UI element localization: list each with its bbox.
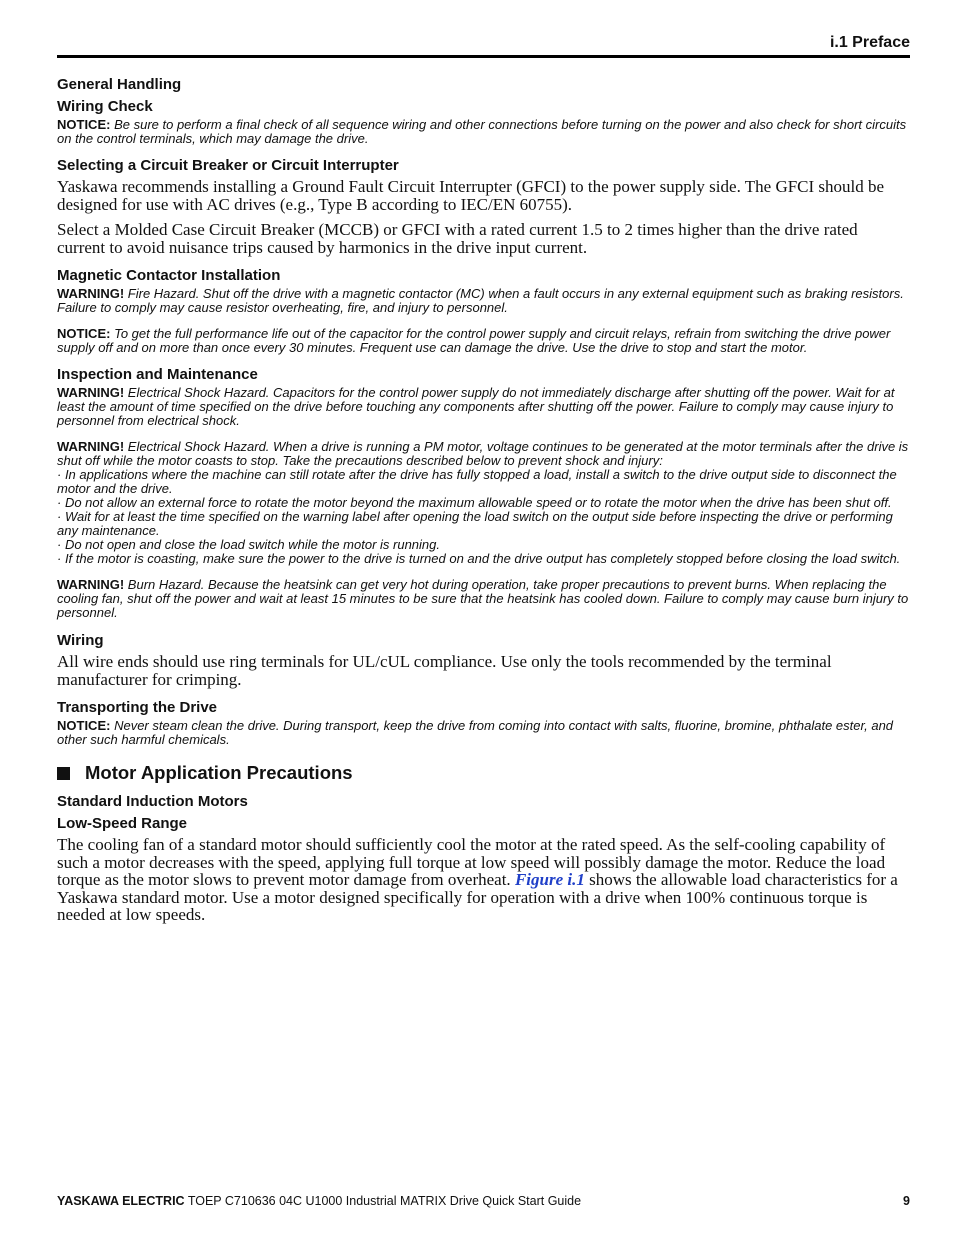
motor-application-title: Motor Application Precautions [85, 762, 353, 783]
warning-text: Burn Hazard. Because the heatsink can get very hot during operation, take proper precautions to prevent burns. When replacing the cooling fan, shut off the power and wait at least 15 minutes to be sure that the heatsink has cooled down. Failure to comply may cause burn injury to personnel. [57, 577, 909, 620]
warning-text: Fire Hazard. Shut off the drive with a magnetic contactor (MC) when a fault occurs in any external equipment such as braking resistors. Failure to comply may cause resistor overheating, fire, and injury to personnel. [57, 286, 904, 315]
section-square-icon [57, 767, 70, 780]
page-number: 9 [903, 1194, 910, 1208]
warning-label: WARNING! [57, 577, 125, 592]
wiring-paragraph: All wire ends should use ring terminals for UL/cUL compliance. Use only the tools recommended by the terminal manufacturer for crimping. [57, 652, 832, 689]
wiring-check-heading: Wiring Check [57, 98, 153, 115]
standard-induction-heading: Standard Induction Motors [57, 793, 248, 810]
footer-document-title: TOEP C710636 04C U1000 Industrial MATRIX Drive Quick Start Guide [187, 1194, 582, 1208]
inspection-warning-1 [57, 386, 910, 428]
notice-label: NOTICE: [57, 117, 111, 132]
wiring-heading: Wiring [57, 632, 104, 649]
low-speed-text-1: The cooling fan of a standard motor should sufficiently cool the motor at the rated speed. As the self-cooling capability of such a motor decreases with the speed, applying full torque at low speed will possibly damage the motor. Reduce the load torque as the motor slows to prevent motor damage from overheat. [57, 835, 886, 889]
warning-bullet: · Wait for at least the time specified on the warning label after opening the load switch on the output side before inspecting the drive or performing any maintenance. [57, 509, 893, 538]
low-speed-text-2: shows the allowable load characteristics for a Yaskawa standard motor. Use a motor designed specifically for operation with a drive when 100% continuous torque is needed at low speeds. [57, 870, 898, 924]
magnetic-contactor-notice [57, 327, 910, 355]
page-content [57, 76, 910, 924]
warning-bullet: · In applications where the machine can still rotate after the drive has fully stopped a load, install a switch to the drive output side to disconnect the motor and the drive. [57, 467, 897, 496]
notice-text: Be sure to perform a final check of all sequence wiring and other connections before turning on the power and also check for short circuits on the control terminals, which may damage the drive. [57, 117, 907, 146]
inspection-heading: Inspection and Maintenance [57, 366, 258, 383]
warning-label: WARNING! [57, 286, 125, 301]
circuit-breaker-paragraph-2: Select a Molded Case Circuit Breaker (MCCB) or GFCI with a rated current 1.5 to 2 times higher than the drive rated current to avoid nuisance trips caused by harmonics in the drive input current. [57, 220, 858, 257]
notice-label: NOTICE: [57, 718, 111, 733]
page-footer [57, 1194, 910, 1208]
section-title: i.1 Preface [829, 34, 910, 51]
figure-link[interactable]: Figure i.1 [514, 870, 585, 889]
warning-label: WARNING! [57, 385, 125, 400]
low-speed-heading: Low-Speed Range [57, 815, 188, 832]
general-handling-heading: General Handling [57, 76, 182, 93]
footer-brand: YASKAWA ELECTRIC [57, 1194, 185, 1208]
circuit-breaker-heading: Selecting a Circuit Breaker or Circuit Interrupter [57, 157, 399, 174]
warning-label: WARNING! [57, 439, 125, 454]
notice-text: To get the full performance life out of the capacitor for the control power supply and circuit relays, refrain from switching the drive power supply off and on more than once every 30 minutes. Frequent use can damage the drive. Use the drive to stop and start the motor. [57, 326, 891, 355]
transporting-notice [57, 719, 910, 747]
circuit-breaker-paragraph-1: Yaskawa recommends installing a Ground Fault Circuit Interrupter (GFCI) to the power supply side. The GFCI should be designed for use with AC drives (e.g., Type B according to IEC/EN 60755). [57, 177, 885, 214]
inspection-warning-3 [57, 578, 910, 620]
inspection-warning-2 [57, 440, 910, 566]
wiring-check-notice [57, 118, 910, 146]
magnetic-contactor-warning [57, 287, 910, 315]
warning-text: Electrical Shock Hazard. Capacitors for the control power supply do not immediately discharge after shutting off the power. Wait for at least the amount of time specified on the drive before touching any components after shutting off the power. Failure to comply may cause injury to personnel from electrical shock. [57, 385, 895, 428]
warning-text: Electrical Shock Hazard. When a drive is running a PM motor, voltage continues to be generated at the motor terminals after the drive is shut off while the motor coasts to stop. Take the precautions described below to prevent shock and injury: [57, 439, 909, 468]
transporting-heading: Transporting the Drive [57, 699, 218, 716]
notice-text: Never steam clean the drive. During transport, keep the drive from coming into contact with salts, fluorine, bromine, phthalate ester, and other such harmful chemicals. [57, 718, 894, 747]
warning-bullet: · Do not open and close the load switch while the motor is running. [57, 537, 440, 552]
page-header [57, 33, 910, 58]
warning-bullet: · If the motor is coasting, make sure the power to the drive is turned on and the drive output has completely stopped before closing the load switch. [57, 551, 901, 566]
magnetic-contactor-heading: Magnetic Contactor Installation [57, 267, 281, 284]
notice-label: NOTICE: [57, 326, 111, 341]
low-speed-paragraph [57, 836, 910, 924]
motor-application-heading [57, 762, 910, 784]
warning-bullet: · Do not allow an external force to rotate the motor beyond the maximum allowable speed or to rotate the motor when the drive has been shut off. [57, 495, 892, 510]
